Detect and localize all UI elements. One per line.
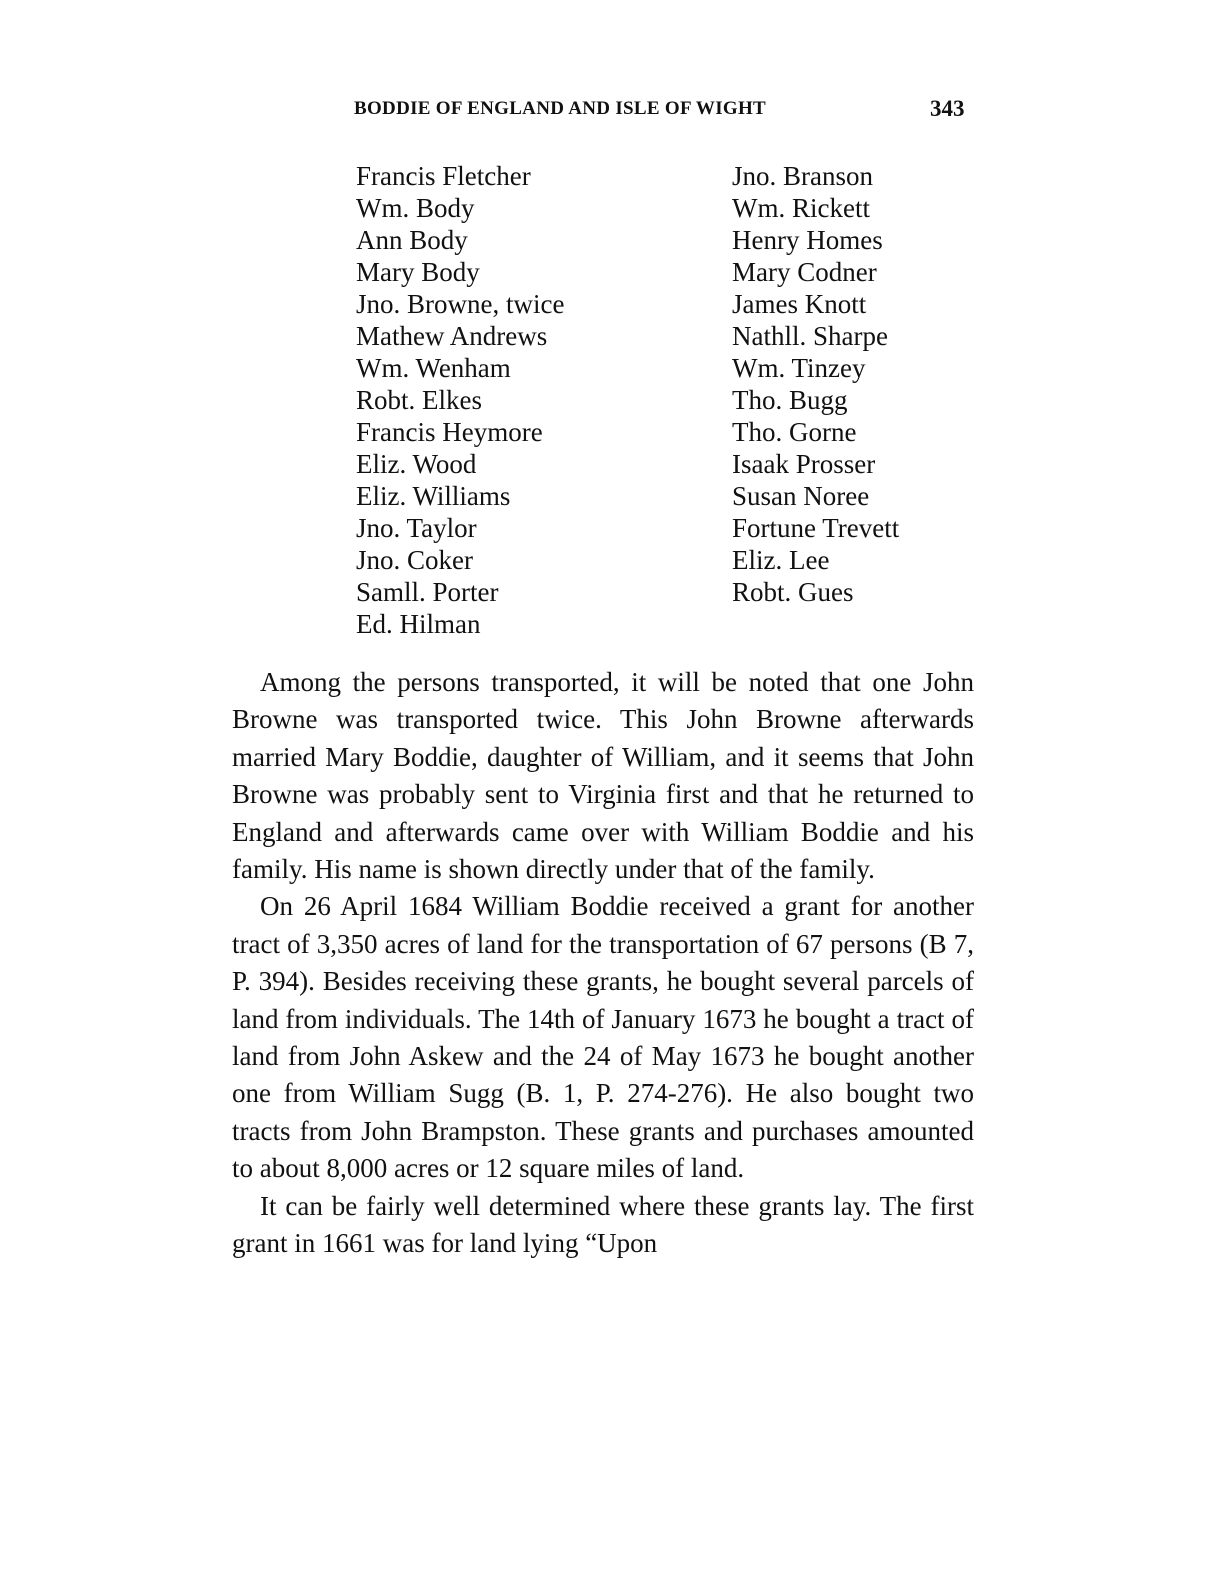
paragraph-john-browne: Among the persons transported, it will be noted that one John Browne was transported twice. This John Browne afterwards married Mary Boddie, daughter of William, and it seems that John Browne was probably sent to Virginia first and that he returned to England and afterwards came over with William Boddie and his family. His name is shown directly under that of the family. (232, 667, 974, 885)
name-entry: Eliz. Lee (732, 545, 830, 575)
name-entry: Mary Codner (732, 257, 877, 287)
name-entry: Wm. Tinzey (732, 353, 866, 383)
name-entry: Mathew Andrews (356, 321, 548, 351)
name-entry: Tho. Bugg (732, 385, 848, 415)
name-entry: Jno. Coker (356, 545, 473, 575)
name-entry: Jno. Branson (732, 161, 873, 191)
name-entry: Nathll. Sharpe (732, 321, 888, 351)
name-entry: Tho. Gorne (732, 417, 857, 447)
name-entry: Robt. Elkes (356, 385, 482, 415)
running-title: BODDIE OF ENGLAND AND ISLE OF WIGHT (354, 98, 767, 119)
name-entry: Francis Fletcher (356, 161, 531, 191)
name-entry: Eliz. Williams (356, 481, 511, 511)
name-entry: Jno. Taylor (356, 513, 477, 543)
name-entry: Francis Heymore (356, 417, 543, 447)
name-entry: Isaak Prosser (732, 449, 876, 479)
name-entry: Jno. Browne, twice (356, 289, 565, 319)
name-entry: Fortune Trevett (732, 513, 900, 543)
name-entry: Samll. Porter (356, 577, 499, 607)
name-entry: Mary Body (356, 257, 480, 287)
body-text (232, 664, 974, 1263)
name-entry: Wm. Body (356, 193, 475, 223)
name-entry: Henry Homes (732, 225, 883, 255)
name-entry: Susan Noree (732, 481, 870, 511)
names-column-right (732, 160, 899, 608)
name-entry: James Knott (732, 289, 867, 319)
name-entry: Ed. Hilman (356, 609, 481, 639)
name-entry: Wm. Wenham (356, 353, 511, 383)
page-number: 343 (930, 96, 965, 121)
name-entry: Eliz. Wood (356, 449, 477, 479)
names-column-left (356, 160, 564, 640)
paragraph-grant-locations: It can be fairly well determined where these grants lay. The first grant in 1661 was for land lying “Upon (232, 1190, 974, 1259)
name-entry: Wm. Rickett (732, 193, 870, 223)
paragraph-grants: On 26 April 1684 William Boddie received a grant for another tract of 3,350 acres of land for the transportation of 67 persons (B 7, P. 394). Besides receiving these grants, he bought several parcels of land from individuals. The 14th of January 1673 he bought a tract of land from John Askew and the 24 of May 1673 he bought another one from William Sugg (B. 1, P. 274-276). He also bought two tracts from John Brampston. These grants and purchases amounted to about 8,000 acres or 12 square miles of land. (232, 891, 974, 1184)
name-entry: Ann Body (356, 225, 468, 255)
name-entry: Robt. Gues (732, 577, 854, 607)
